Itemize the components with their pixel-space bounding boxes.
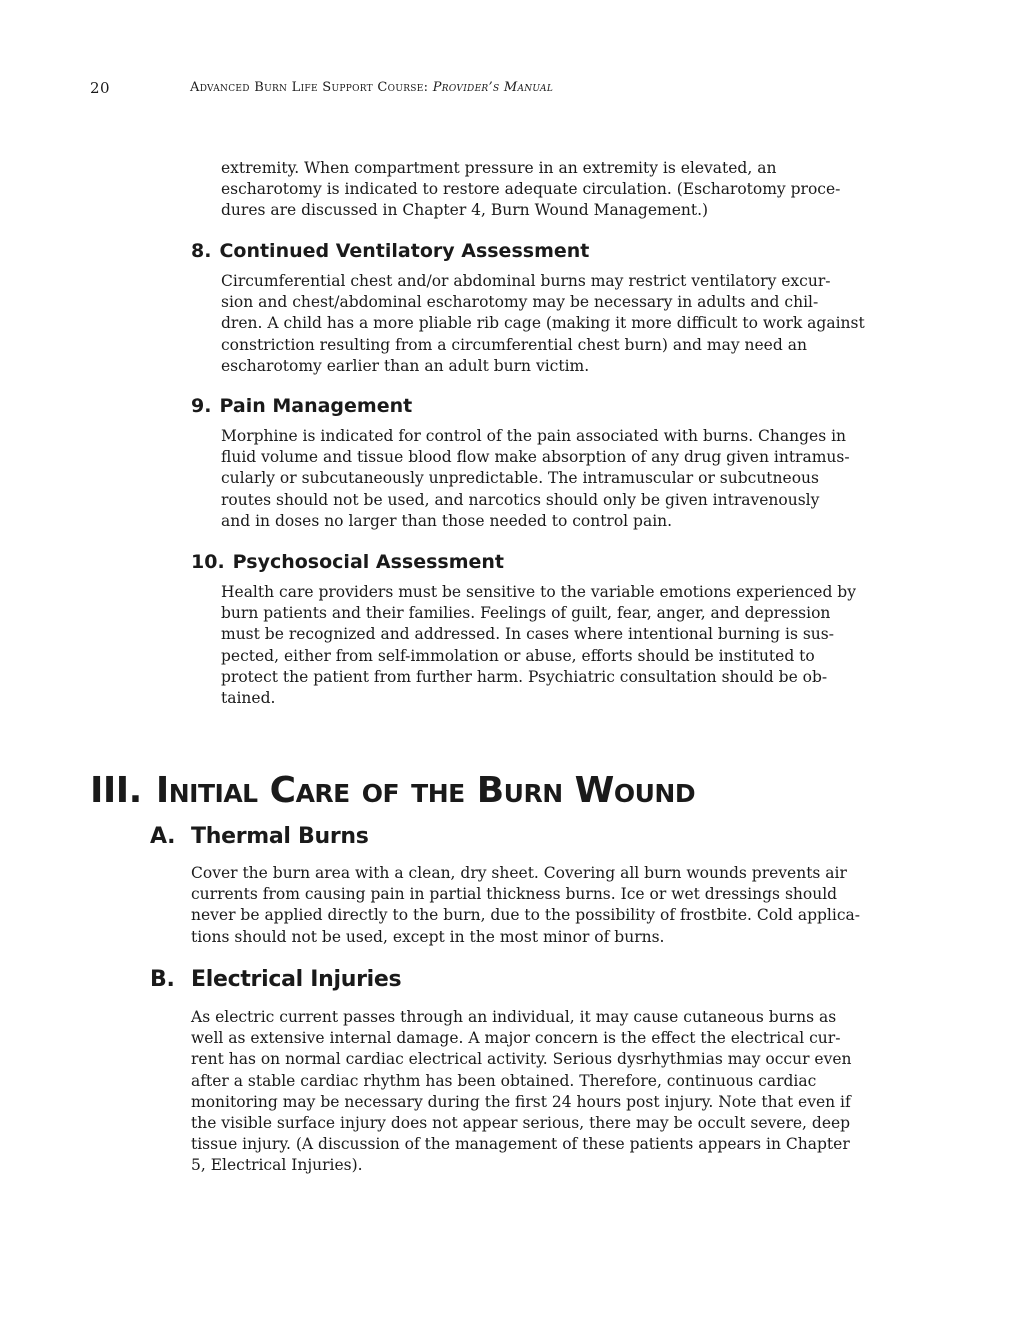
text-line: Cover the burn area with a clean, dry sheet. Covering all burn wounds prevents air [191,864,847,882]
text-line: protect the patient from further harm. Psychiatric consultation should be ob- [221,667,828,686]
text-line: Circumferential chest and/or abdominal burns may restrict ventilatory excur- [221,272,831,290]
subsection-letter: B. [150,967,175,992]
subsection-paragraph [191,863,935,948]
item-title: Psychosocial Assessment [232,551,505,573]
text-line: cularly or subcutaneously unpredictable. The intramuscular or subcutneous [221,469,819,488]
page-number: 20 [90,79,111,97]
text-line: Health care providers must be sensitive to the variable emotions experienced by [221,583,856,601]
item-number: 10. [191,551,225,573]
item-title: Pain Management [219,395,413,417]
text-line: 5, Electrical Injuries). [191,1156,363,1175]
subsection-paragraph [191,1007,935,1177]
text-line: constriction resulting from a circumferential chest burn) and may need an [221,335,807,354]
item-number: 9. [191,395,212,417]
text-line: sion and chest/abdominal escharotomy may be necessary in adults and chil- [221,293,819,312]
item-title: Continued Ventilatory Assessment [219,240,590,262]
text-line: tissue injury. (A discussion of the management of these patients appears in Chapter [191,1135,850,1154]
text-line: tained. [221,689,276,708]
item-number: 8. [191,240,212,262]
item-heading [191,240,589,262]
text-line: burn patients and their families. Feelings of guilt, fear, anger, and depression [221,604,831,623]
section-title-text: Initial Care of the Burn Wound [155,770,696,811]
intro-paragraph [221,158,935,222]
text-line: never be applied directly to the burn, due to the possibility of frostbite. Cold applica- [191,906,861,925]
text-line: extremity. When compartment pressure in an extremity is elevated, an [221,159,777,177]
text-line: and in doses no larger than those needed to control pain. [221,511,673,530]
text-line: As electric current passes through an individual, it may cause cutaneous burns as [191,1008,837,1026]
subsection-title: Electrical Injuries [191,967,402,992]
text-line: monitoring may be necessary during the first 24 hours post injury. Note that even if [191,1092,851,1111]
running-head-italic: Provider’s Manual [432,80,554,95]
item-paragraph [221,271,935,377]
text-line: rent has on normal cardiac electrical activity. Serious dysrhythmias may occur even [191,1050,852,1069]
text-line: after a stable cardiac rhythm has been obtained. Therefore, continuous cardiac [191,1071,817,1090]
section-title [90,770,695,811]
text-line: escharotomy is indicated to restore adequate circulation. (Escharotomy proce- [221,180,841,199]
subsection-title: Thermal Burns [191,824,369,849]
text-line: currents from causing pain in partial thickness burns. Ice or wet dressings should [191,885,838,904]
text-line: routes should not be used, and narcotics should only be given intravenously [221,490,820,509]
item-paragraph [221,582,935,709]
running-head [190,80,553,95]
text-line: dren. A child has a more pliable rib cage (making it more difficult to work against [221,314,865,333]
text-line: well as extensive internal damage. A major concern is the effect the electrical cur- [191,1029,841,1048]
text-line: dures are discussed in Chapter 4, Burn Wound Management.) [221,201,709,220]
item-heading [191,395,412,417]
item-paragraph [221,426,935,532]
text-line: Morphine is indicated for control of the pain associated with burns. Changes in [221,427,847,445]
text-line: must be recognized and addressed. In cases where intentional burning is sus- [221,625,834,644]
section-numeral: III. [90,770,142,811]
subsection-heading [150,967,401,992]
text-line: pected, either from self-immolation or abuse, efforts should be instituted to [221,646,815,665]
text-line: the visible surface injury does not appear serious, there may be occult severe, deep [191,1114,851,1133]
subsection-letter: A. [150,824,176,849]
running-head-main: Advanced Burn Life Support Course: [190,80,433,95]
text-line: escharotomy earlier than an adult burn victim. [221,356,590,375]
text-line: tions should not be used, except in the most minor of burns. [191,927,665,946]
text-line: fluid volume and tissue blood flow make absorption of any drug given intramus- [221,448,850,467]
item-heading [191,551,504,573]
subsection-heading [150,824,369,849]
